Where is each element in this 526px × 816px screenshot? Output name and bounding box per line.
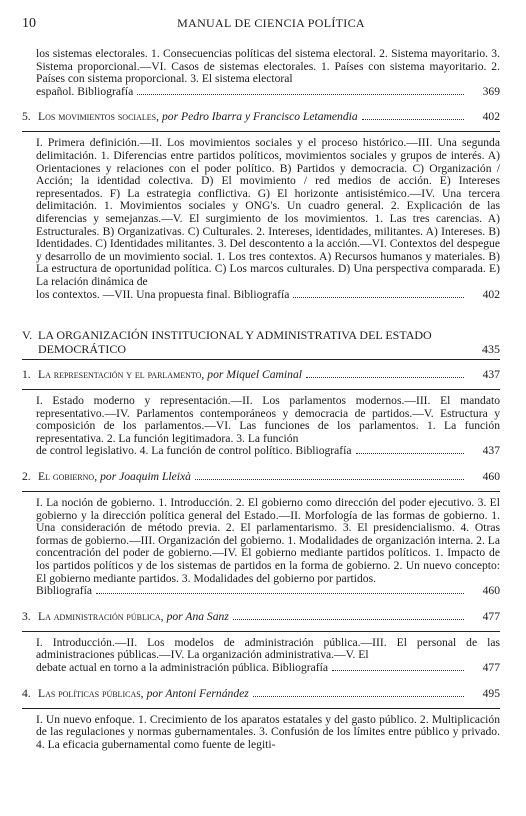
chapter-number: 2. [22,470,31,484]
dot-leader [96,593,464,594]
part-number: V. [22,328,33,343]
divider [22,631,500,632]
dot-leader [306,377,464,378]
dot-leader [137,94,464,95]
toc-chapter-4 [22,687,500,700]
chapter-page: 402 [482,110,500,124]
chapter-title: La representación y el parlamento, [38,368,205,382]
toc-chapter-1 [22,368,500,381]
dot-leader [195,479,464,480]
chapter-author: por Ana Sanz [166,609,229,623]
chapter-author: por Miquel Caminal [207,368,302,382]
chapter-1-contents [22,395,500,458]
entry-last-line-text: debate actual en torno a la administración pública. Bibliografía [36,661,328,674]
chapter-page: 437 [482,368,500,382]
chapter-3-contents [22,637,500,675]
toc-part-5 [22,329,500,356]
divider [22,389,500,390]
divider [22,491,500,492]
toc-chapter-2 [22,470,500,483]
entry-page: 460 [482,584,500,598]
page-header [22,16,500,36]
chapter-number: 1. [22,368,31,382]
entry-text: I. Un nuevo enfoque. 1. Crecimiento de los aparatos estatales y del gasto público. 2. Multiplicación de las regulaciones y normas gubernamentales. 3. Confusión de los límites entre público y privado. 4. La eficacia gubernamental como fuente de legiti- [36,712,500,751]
entry-text: I. La noción de gobierno. 1. Introducción. 2. El gobierno como dirección del poder ejecutivo. 3. El gobierno y la dirección política general del Estado.—II. Morfología de las formas de gobierno. 1. Una consideración de método previa. 2. El parlamentarismo. 3. El presidencialismo. 4. Otras formas de gobierno.—III. Organización del gobierno. 1. Modalidades de organización interna. 2. La concentración del poder de gobierno.—IV. El gobierno mediante partidos políticos. 1. Impacto de los partidos políticos y de los sistemas de partidos en la forma de gobierno. 2. Un nuevo concepto: El gobierno mediante partidos. 3. Modalidades del gobierno por partidos. [36,496,500,585]
toc-chapter-5 [22,110,500,123]
entry-last-line [36,662,500,675]
entry-text: los sistemas electorales. 1. Consecuencias políticas del sistema electoral. 2. Sistema mayoritario. 3. Sistema proporcional.—VI. Casos de sistemas electorales. 1. Países con sistema mayoritario. 2. Países con sistema proporcional. 3. El sistema electoral [36,47,500,86]
chapter-number: 4. [22,686,31,700]
entry-text: I. Primera definición.—II. Los movimientos sociales y el proceso histórico.—III. Una segunda delimitación. 1. Diferencias entre partidos políticos, movimientos sociales y grupos de interés. A) Orientaciones y relaciones con el poder político. B) Partidos y democracia. C) Organización / Acción; la identidad colectiva. D) El movimiento / red medios de acción. E) Intereses representados. F) La estrategia conflictiva. G) El horizonte antisistémico.—IV. Una tercera delimitación. 1. Movimientos sociales y ONG's. Un cuadro general. 2. Explicación de las diferencias y semejanzas.—V. El surgimiento de los movimientos. 1. Las tres carencias. A) Estructurales. B) Organizativas. C) Culturales. 2. Intereses, identidades, militantes. A) Intereses. B) Identidades. C) Identidades militantes. 3. Del descontento a la acción.—VI. Contextos del despegue y desarrollo de un movimiento social. 1. Los tres contextos. A) Recursos humanos y materiales. B) La estructura de oportunidad política. C) Los marcos culturales. D) Una perspectiva comparada. E) La relación dinámica de [36,136,500,288]
entry-last-line [36,445,500,458]
chapter-title: Los movimientos sociales, [38,110,159,124]
entry-page: 369 [482,84,500,98]
dot-leader [332,670,464,671]
chapter-author: por Joaquim Lleixà [100,470,191,484]
entry-page: 437 [482,444,500,458]
entry-last-line-text: de control legislativo. 4. La función de control político. Bibliografía [36,444,352,458]
chapter-title: Las políticas públicas, [38,686,144,700]
entry-page: 402 [482,287,500,301]
part-title-line2: DEMOCRÁTICO [38,341,127,356]
dot-leader [233,619,464,620]
dot-leader [293,297,464,298]
entry-text: I. Estado moderno y representación.—II. Los parlamentos modernos.—III. El mandato representativo.—IV. Parlamentos contemporáneos y democracia de partidos.—V. Estructura y composición de los parlamentos.—VI. Las funciones de los parlamentos. 1. La función representativa. 2. La función legitimadora. 3. La función [36,394,500,445]
entry-text: I. Introducción.—II. Los modelos de administración pública.—III. El personal de las administraciones públicas.—IV. La organización administrativa.—V. El [36,635,500,662]
dot-leader [253,696,464,697]
book-page [0,16,526,816]
divider [22,708,500,709]
entry-last-line [36,289,500,302]
toc-chapter-3 [22,610,500,623]
chapter-author: por Pedro Ibarra y Francisco Letamendia [161,110,358,124]
page-number: 10 [22,16,36,31]
dot-leader [362,119,464,120]
toc-entry-continued [22,48,500,98]
entry-last-line-text: Bibliografía [36,584,93,598]
chapter-5-contents [22,137,500,301]
chapter-title: El gobierno, [38,470,98,484]
entry-last-line-text: español. Bibliografía [36,84,134,98]
chapter-number: 5. [22,110,31,124]
chapter-page: 460 [482,470,500,484]
chapter-4-contents [22,714,500,752]
chapter-2-contents [22,497,500,598]
chapter-page: 495 [482,686,500,700]
running-title: MANUAL DE CIENCIA POLÍTICA [177,16,365,30]
chapter-page: 477 [482,609,500,623]
entry-last-line-text: los contextos. —VII. Una propuesta final. Bibliografía [36,287,290,301]
entry-page: 477 [482,661,500,674]
dot-leader [356,453,464,454]
chapter-author: por Antoni Fernández [146,686,249,700]
entry-last-line [36,86,500,99]
entry-last-line [36,585,500,598]
part-title-line1: LA ORGANIZACIÓN INSTITUCIONAL Y ADMINISTRATIVA DEL ESTADO [38,328,432,343]
chapter-title: La administración pública, [38,609,164,623]
divider [22,131,500,132]
part-page: 435 [482,341,500,356]
chapter-number: 3. [22,609,31,623]
